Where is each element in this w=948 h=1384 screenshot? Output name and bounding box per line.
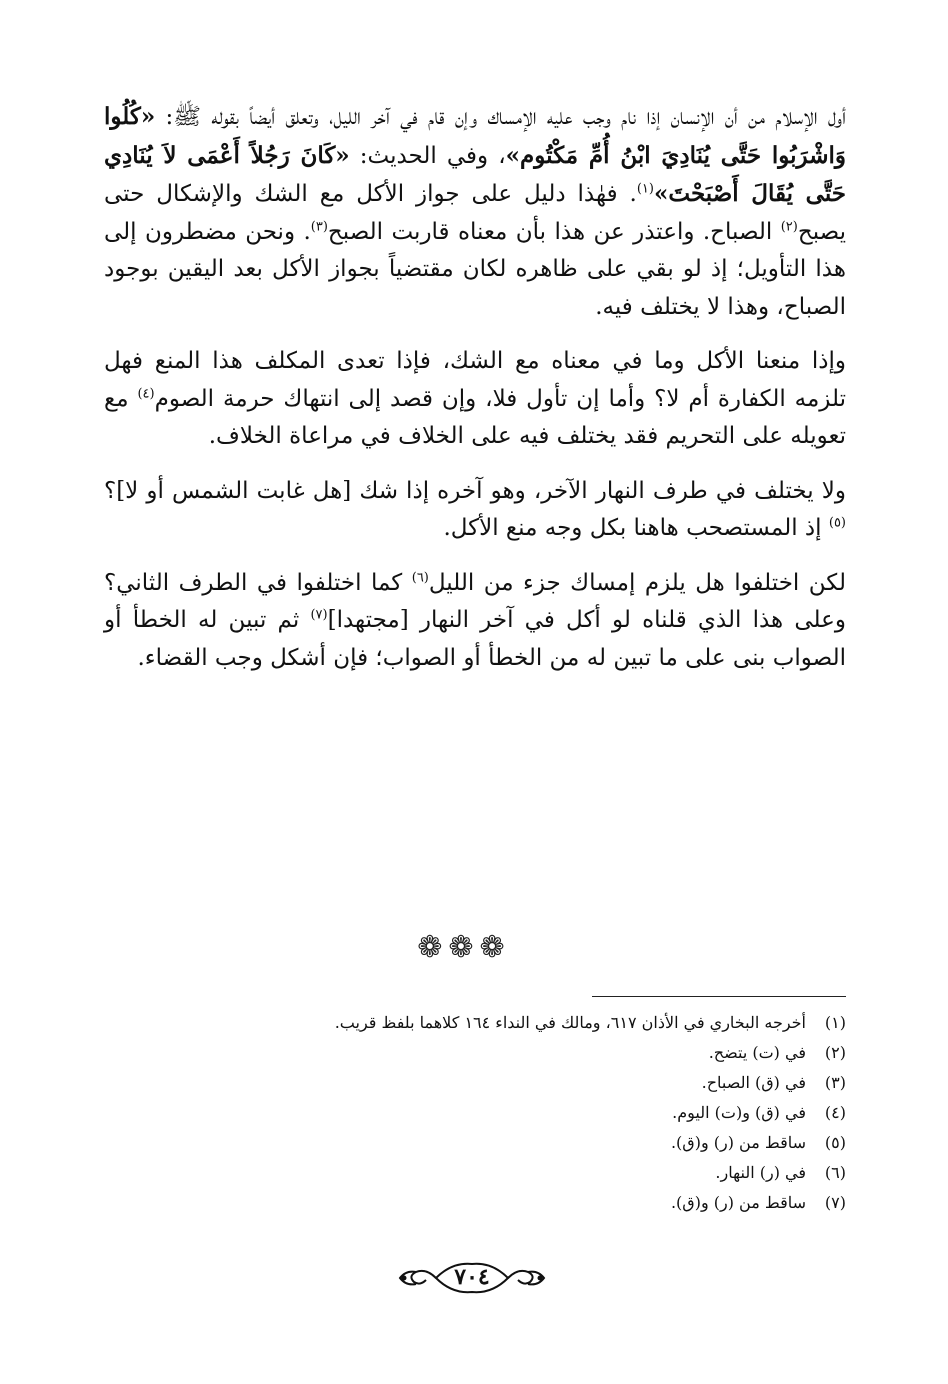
- footnote-item: [104, 1188, 846, 1218]
- footnote-text: في (ق) و(ت) اليوم.: [672, 1103, 806, 1122]
- footnote-item: [104, 1038, 846, 1068]
- footnote-number: (٧): [824, 1193, 846, 1212]
- text-run: مع تعويله على التحريم فقد يختلف فيه على الخلاف في مراعاة الخلاف.: [104, 385, 846, 449]
- footnote-ref: (٤): [137, 385, 155, 401]
- footnote-number: (١): [824, 1013, 846, 1032]
- text-run: . فهٰذا دليل على جواز الأكل مع الشك والإشكال حتى يصبح: [104, 181, 846, 245]
- footnote-text: في (ر) النهار.: [715, 1163, 806, 1182]
- paragraph-3-text: [104, 473, 846, 548]
- paragraph-2: [104, 343, 846, 456]
- page-number: ٧٠٤: [454, 1264, 490, 1290]
- footnote-ref: (٧): [310, 607, 328, 623]
- footnote-item: [104, 1008, 846, 1038]
- text-run: ، وفي الحديث:: [349, 142, 506, 169]
- text-run: . ونحن مضطرون إلى هذا التأويل؛ إذ لو بقي على ظاهره لكان مقتضياً بجواز الأكل بعد اليقين بوجود الصباح، وهذا لا يختلف فيه.: [104, 218, 846, 320]
- section-divider-ornament: ❁❁❁: [417, 930, 511, 965]
- hadith-quote: «كَانَ رَجُلاً أَعْمَى لاَ يُنَادِي حَتَّى يُقَالَ أَصْبَحْتَ»: [104, 141, 846, 207]
- text-run: لكن اختلفوا هل يلزم إمساك جزء من الليل: [428, 569, 847, 596]
- page-number-frame: [396, 1258, 548, 1298]
- text-run: وإذا منعنا الأكل وما في معناه مع الشك، فإذا تعدى المكلف هذا المنع فهل تلزمه الكفارة أم لا؟ وأما إن تأول فلا، وإن قصد إلى انتهاك حرمة الصوم: [104, 348, 846, 412]
- footnote-text: في (ت) يتضح.: [708, 1043, 806, 1062]
- text-run: ثم تبين له الخطأ أو الصواب بنى على ما تبين له من الخطأ أو الصواب؛ فإن أشكل وجب القضاء.: [104, 607, 846, 671]
- paragraph-2-text: [104, 343, 846, 456]
- paragraph-3: [104, 473, 846, 548]
- footnote-ref: (٦): [411, 569, 429, 585]
- footnote-ref: (١): [636, 181, 654, 197]
- paragraph-4: [104, 565, 846, 678]
- paragraph-1: [104, 98, 846, 326]
- paragraph-4-text: [104, 565, 846, 678]
- footnote-number: (٦): [824, 1163, 846, 1182]
- footnote-text: ساقط من (ر) و(ق).: [670, 1193, 806, 1212]
- footnote-ref: (٥): [828, 515, 846, 531]
- footnote-separator: [592, 996, 846, 997]
- footnote-item: [104, 1158, 846, 1188]
- text-run: ولا يختلف في طرف النهار الآخر، وهو آخره إذا شك [هل غابت الشمس أو لا]؟: [104, 477, 846, 504]
- footnote-text: ساقط من (ر) و(ق).: [670, 1133, 806, 1152]
- footnote-number: (٤): [824, 1103, 846, 1122]
- text-run: إذ المستصحب هاهنا بكل وجه منع الأكل.: [443, 515, 829, 541]
- hadith-quote: «كُلُوا وَاشْرَبُوا حَتَّى يُنَادِيَ ابْنُ أُمِّ مَكْتُوم»: [104, 103, 847, 169]
- text-run: أول الإسلام من أن الإنسان إذا نام وجب عليه الإمساك وإن قام في آخر الليل، وتعلق أيضاً بقوله ﷺ:: [155, 104, 846, 130]
- footnote-ref: (٢): [780, 218, 798, 234]
- footnote-text: في (ق) الصباح.: [701, 1073, 806, 1092]
- footnotes-list: [104, 1008, 846, 1218]
- footnote-number: (٥): [824, 1133, 846, 1152]
- footnote-item: [104, 1128, 846, 1158]
- footnote-item: [104, 1068, 846, 1098]
- footnote-number: (٣): [824, 1073, 846, 1092]
- main-text: [104, 98, 846, 677]
- footnote-number: (٢): [824, 1043, 846, 1062]
- paragraph-1-text: [104, 98, 846, 326]
- text-run: الصباح. واعتذر عن هذا بأن معناه قاربت الصبح: [327, 218, 781, 245]
- footnote-text: أخرجه البخاري في الأذان ٦١٧، ومالك في النداء ١٦٤ كلاهما بلفظ قريب.: [334, 1013, 806, 1032]
- text-run: كما اختلفوا في الطرف الثاني؟ وعلى هذا الذي قلناه لو أكل في آخر النهار [مجتهدا]: [104, 569, 846, 633]
- footnote-ref: (٣): [310, 218, 328, 234]
- footnote-item: [104, 1098, 846, 1128]
